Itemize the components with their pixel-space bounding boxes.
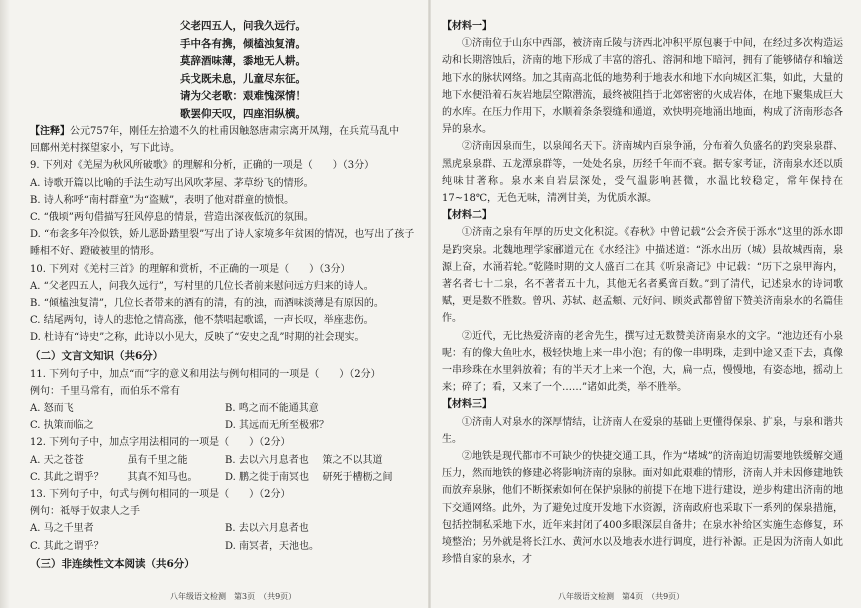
right-page (430, 0, 861, 608)
question-13-options-row (30, 520, 420, 537)
left-page (0, 0, 430, 608)
question-9-option-c: C. “俄顷”两句借描写狂风停息的情景，营造出深夜低沉的氛围。 (30, 212, 314, 224)
question-10-option-c: C. 结尾两句，诗人的悲怆之情高涨，他不禁唱起歌谣，一声长叹，举座悲伤。 (30, 315, 374, 327)
question-11-option-d: D. 其远而无所至极邪？ (225, 420, 330, 432)
question-13-option-b: B. 去以六月息者也 (225, 523, 309, 535)
question-10-stem: 10. 下列对《羌村三首》的理解和赏析，不正确的一项是（ ）（3分） (30, 263, 351, 275)
question-12-options-row (30, 452, 420, 469)
poem-line: 手中各有携，倾榼浊复清。 (180, 37, 306, 50)
section-3-title: （三）非连续性文本阅读（共6分） (30, 557, 195, 570)
question-11-stem: 11. 下列句子中，加点“而”字的意义和用法与例句相同的一项是（ ）（2分） (30, 368, 381, 380)
right-page-footer: 八年级语文检测 第4页 （共9页） (558, 592, 685, 601)
question-9-option-d: D. “布衾多年冷似铁，娇儿恶卧踏里裂”写出了诗人家境多年贫困的情况，也写出了孩子 (30, 229, 415, 241)
material-1-paragraph-2: ②济南因泉而生，以泉闻名天下。济南城内百泉争涌，分布着久负盛名的趵突泉泉群、黑虎泉泉群、五龙潭泉群等，一处处名泉，历经千年而不衰。据专家考证，济南泉水还以质纯味甘著称。泉水来自岩层深处，受气温影响甚微，水温比较稳定，常年保持在17~18℃，无色无味，清冽甘美，为优质水源。 (442, 141, 843, 205)
question-12-option-a-2: 虽有千里之能 (127, 454, 188, 466)
question-12-option-b-1: B. 去以六月息者也 (225, 454, 309, 466)
question-12-option-d-1: D. 鹏之徙于南冥也 (225, 471, 310, 483)
section-2-title: （二）文言文知识（共6分） (30, 349, 164, 362)
question-13-stem: 13. 下列句子中，句式与例句相同的一项是（ ）（2分） (30, 489, 291, 501)
question-11-option-c: C. 执策而临之 (30, 420, 94, 432)
question-11-option-a: A. 怒而飞 (30, 403, 74, 415)
material-1-title: 【材料一】 (442, 21, 492, 32)
material-2-paragraph-1: ①济南之泉有年厚的历史文化积淀。《春秋》中曾记载“公会齐侯于泺水”这里的泺水即是趵突泉。北魏地理学家郦道元在《水经注》中描述道：“泺水出历（城）县故城西南，泉源上奋，水涌若轮。”乾隆时期的文人盛百二在其《听泉斋记》中记载：“历下之泉甲海内，著名者七十二泉，名不著者五十九，其他无名者奚啻百数。”到了清代，记述泉水的诗词歌赋，更是数不胜数。曾巩、苏轼、赵孟頫、元好问、顾炎武都曾留下赞美济南泉水的名篇佳作。 (442, 227, 843, 325)
question-10-option-a: A. “父老四五人，问我久远行”，写村里的几位长者前来慰问远方归来的诗人。 (30, 280, 374, 292)
material-3-title: 【材料三】 (442, 399, 492, 411)
question-12-option-b-2: 策之不以其道 (322, 454, 383, 466)
left-page-footer: 八年级语文检测 第3页 （共9页） (170, 592, 297, 601)
question-11-option-b: B. 鸣之而不能通其意 (225, 403, 319, 415)
question-12-options-row (30, 469, 420, 486)
material-3-paragraph-1: ①济南人对泉水的深厚情结，让济南人在爱泉的基础上更懂得保泉、扩泉，与泉和谐共生。 (442, 416, 843, 445)
poem-line: 父老四五人，问我久远行。 (180, 20, 306, 32)
question-9-option-a: A. 诗歌开篇以比喻的手法生动写出风吹茅屋、茅草纷飞的情形。 (30, 177, 314, 189)
question-10-option-b: B. “倾榼浊复清”，几位长者带来的酒有的清，有的浊，而酒味淡薄是有原因的。 (30, 298, 384, 310)
material-1-paragraph-1: ①济南位于山东中西部，被济南丘陵与济西北冲积平原包裹于中间，在经过多次构造运动和长期溶蚀后，济南的地下形成了丰富的溶孔、溶洞和地下暗河，拥有了能够储存和输送地下水的脉状网络。加之其南高北低的地势利于地表水和地下水向城区汇集，如此，大量的地下水便沿着石灰岩地层空隙潜流，最终被阻挡于北郊密密的火成岩体，在地下聚集成巨大的水库。在压力作用下，水顺着条条裂缝和通道，欢快明亮地涌出地面，构成了济南形态各异的泉水。 (442, 38, 843, 136)
question-13-option-c: C. 其此之谓乎？ (30, 540, 104, 552)
question-11-options-row (30, 400, 420, 417)
question-12-option-a-1: A. 天之苍苍 (30, 454, 84, 466)
question-12-stem: 12. 下列句子中，加点字用法相同的一项是（ ）（2分） (30, 437, 291, 449)
poem-line: 歌罢仰天叹，四座泪纵横。 (180, 107, 306, 120)
note-line (30, 123, 420, 140)
question-13-option-d: D. 南冥者，天池也。 (225, 540, 320, 552)
question-12-option-d-2: 研死于槽枥之间 (322, 471, 393, 483)
note-text: 公元757年，刚任左拾遗不久的杜甫因触怒唐肃宗离开凤翔，在兵荒马乱中 (70, 126, 400, 137)
question-9-option-d-cont: 睡相不好、蹬破被里的情形。 (30, 246, 160, 258)
question-9-option-b: B. 诗人称呼“南村群童”为“盗贼”，表明了他对群童的愤恨。 (30, 194, 295, 206)
poem (30, 18, 420, 123)
question-10-option-d: D. 杜诗有“诗史”之称，此诗以小见大，反映了“安史之乱”时期的社会现实。 (30, 332, 365, 344)
note-label: 【注释】 (30, 126, 70, 137)
question-13-example: 例句：祗辱于奴隶人之手 (30, 506, 140, 518)
poem-line: 兵戈既未息，儿童尽东征。 (180, 72, 306, 85)
note-line: 回鄜州羌村探望家小，写下此诗。 (30, 143, 180, 155)
question-9-stem: 9. 下列对《羌屋为秋风所破歌》的理解和分析，正确的一项是（ ）（3分） (30, 160, 375, 172)
question-13-options-row (30, 538, 420, 555)
material-2-paragraph-2: ②近代，无比热爱济南的老舍先生，撰写过无数赞美济南泉水的文字。“池边还有小泉呢：有的像大鱼吐水，极轻快地上来一串小泡；有的像一串明珠，走到中途又歪下去，真像一串珍珠在水里斜放着；有的半天才上来一个泡，大，扁一点，慢慢地，有姿态地，摇动上来；碎了；看，又来了一个……”诸如此类，举不胜举。 (442, 330, 843, 394)
question-13-option-a: A. 马之千里者 (30, 523, 94, 535)
question-11-example: 例句：千里马常有，而伯乐不常有 (30, 385, 180, 397)
poem-line: 莫辞酒味薄，黍地无人耕。 (180, 55, 306, 67)
material-3-paragraph-2: ②地铁是现代都市不可缺少的快捷交通工具，作为“堵城”的济南迫切需要地铁缓解交通压力，然而地铁的修建必将影响济南的泉脉。面对如此艰难的情形，济南人并未因修建地铁而放弃泉脉，他们不断探索如何在保护泉脉的前提下在地下进行建设，逆步构建出济南的地下交通网络。此外，为了避免过度开发地下水资源，济南政府也采取下一系列的保泉措施，包括控制私采地下水，近年来封闭了400多眼深层自备井；在泉水补给区实施生态修复，环境整治；另外就是将长江水、黄河水以及地表水进行调度，进行补源。正是因为济南人如此珍惜自家的泉水，才 (442, 451, 843, 566)
poem-line: 请为父老歌：艰难愧深情！ (180, 90, 306, 102)
question-12-option-c-2: 其真不知马也。 (127, 471, 198, 483)
question-11-options-row (30, 417, 420, 434)
material-2-title: 【材料二】 (442, 210, 492, 222)
question-12-option-c-1: C. 其此之谓乎？ (30, 471, 104, 483)
